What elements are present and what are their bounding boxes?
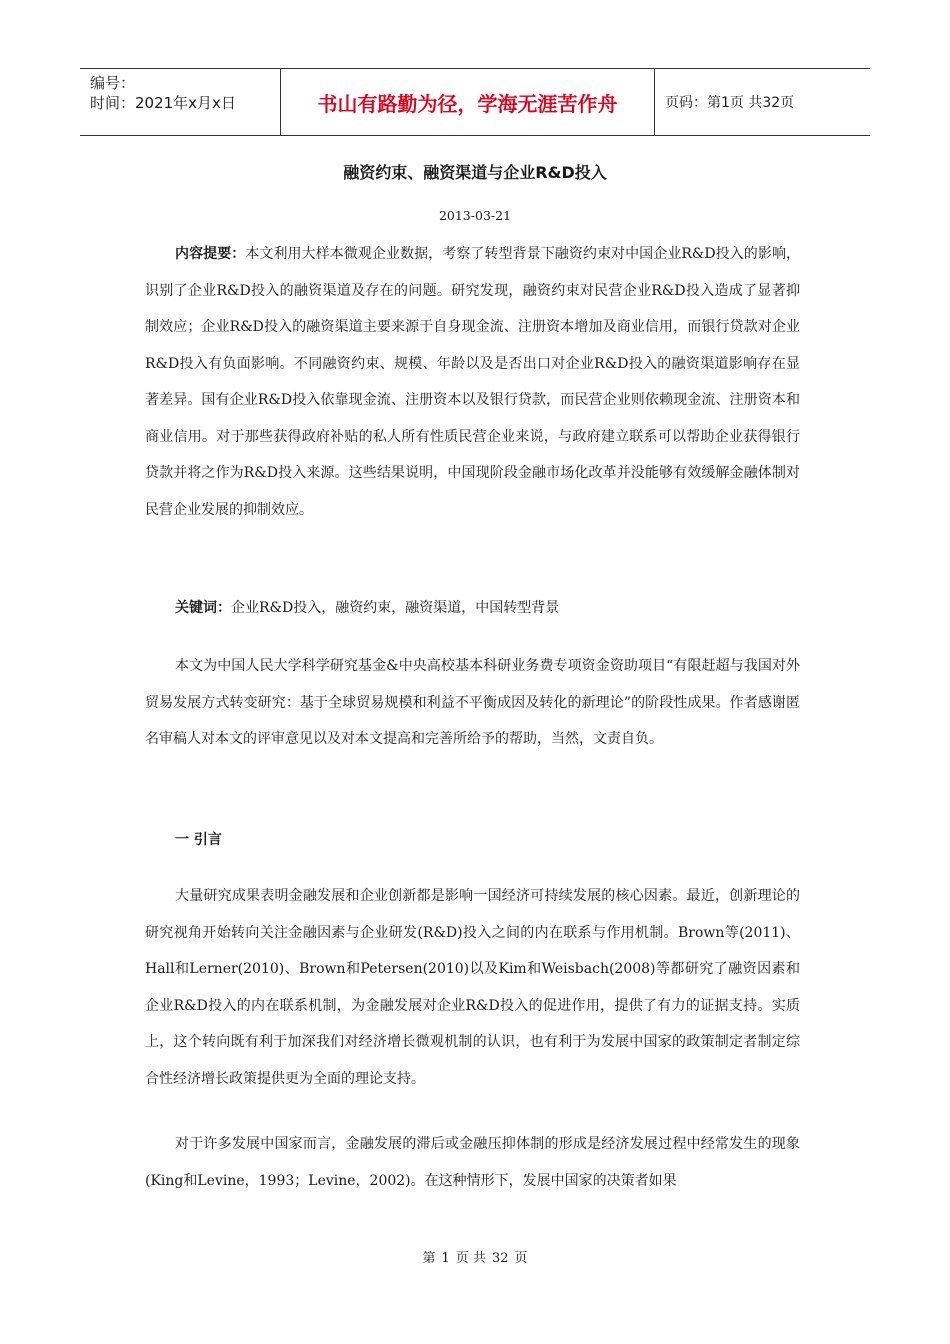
footer-page-number: 1 — [441, 1251, 450, 1266]
article-date: 2013-03-21 — [438, 208, 512, 223]
footer-prefix: 第 — [422, 1251, 436, 1266]
abstract-text: 本文利用大样本微观企业数据，考察了转型背景下融资约束对中国企业R&D投入的影响，识别了企业R&D投入的融资渠道及存在的问题。研究发现，融资约束对民营企业R&D投入造成了显著抑制效应；企业R&D投入的融资渠道主要来源于自身现金流、注册资本增加及商业信用，而银行贷款对企业R&D投入有负面影响。不同融资约束、规模、年龄以及是否出口对企业R&D投入的融资渠道影响存在显著差异。国有企业R&D投入依靠现金流、注册资本以及银行贷款，而民营企业则依赖现金流、注册资本和商业信用。对于那些获得政府补贴的私人所有性质民营企业来说，与政府建立联系可以帮助企业获得银行贷款并将之作为R&D投入来源。这些结果说明，中国现阶段金融市场化改革并没能够有效缓解金融体制对民营企业发展的抑制效应。 — [145, 246, 801, 518]
keywords-text: 企业R&D投入，融资约束，融资渠道，中国转型背景 — [231, 600, 560, 616]
intro-paragraph-2: 对于许多发展中国家而言，金融发展的滞后或金融压抑体制的形成是经济发展过程中经常发生的现象(King和Levine，1993；Levine，2002)。在这种情形下，发展中国家的决策者如果 — [145, 1136, 800, 1189]
footer-middle: 页 共 — [455, 1251, 486, 1266]
header-meta-cell — [80, 69, 281, 135]
intro-paragraph-1: 大量研究成果表明金融发展和企业创新都是影响一国经济可持续发展的核心因素。最近，创新理论的研究视角开始转向关注金融因素与企业研发(R&D)投入之间的内在联系与作用机制。Brown等(2011)、Hall和Lerner(2010)、Brown和Petersen(2010)以及Kim和Weisbach(2008)等都研究了融资因素和企业R&D投入的内在联系机制，为金融发展对企业R&D投入的促进作用，提供了有力的证据支持。实质上，这个转向既有利于加深我们对经济增长微观机制的认识，也有利于为发展中国家的政策制定者制定综合性经济增长政策提供更为全面的理论支持。 — [145, 888, 800, 1087]
header-table — [80, 68, 870, 136]
footer-total-pages: 32 — [491, 1251, 509, 1266]
article-title: 融资约束、融资渠道与企业R&D投入 — [343, 163, 607, 182]
abstract-label: 内容提要： — [175, 246, 246, 262]
keywords-label: 关键词： — [175, 600, 231, 616]
page-footer — [0, 1247, 950, 1266]
funding-note: 本文为中国人民大学科学研究基金&中央高校基本科研业务费专项资金资助项目“有限赶超与我国对外贸易发展方式转变研究：基于全球贸易规模和利益不平衡成因及转化的新理论”的阶段性成果。作者感谢匿名审稿人对本文的评审意见以及对本文提高和完善所给予的帮助，当然，文责自负。 — [145, 658, 800, 747]
keywords-paragraph — [145, 590, 800, 627]
footer-suffix: 页 — [514, 1251, 528, 1266]
abstract-paragraph — [145, 236, 800, 528]
time-label: 时间：2021年x月x日 — [90, 94, 236, 112]
section-heading-introduction: 一 引言 — [175, 832, 222, 848]
number-label: 编号： — [90, 74, 136, 92]
header-page-info: 页码：第1页 共32页 — [665, 95, 795, 111]
header-motto: 书山有路勤为径，学海无涯苦作舟 — [281, 69, 655, 135]
